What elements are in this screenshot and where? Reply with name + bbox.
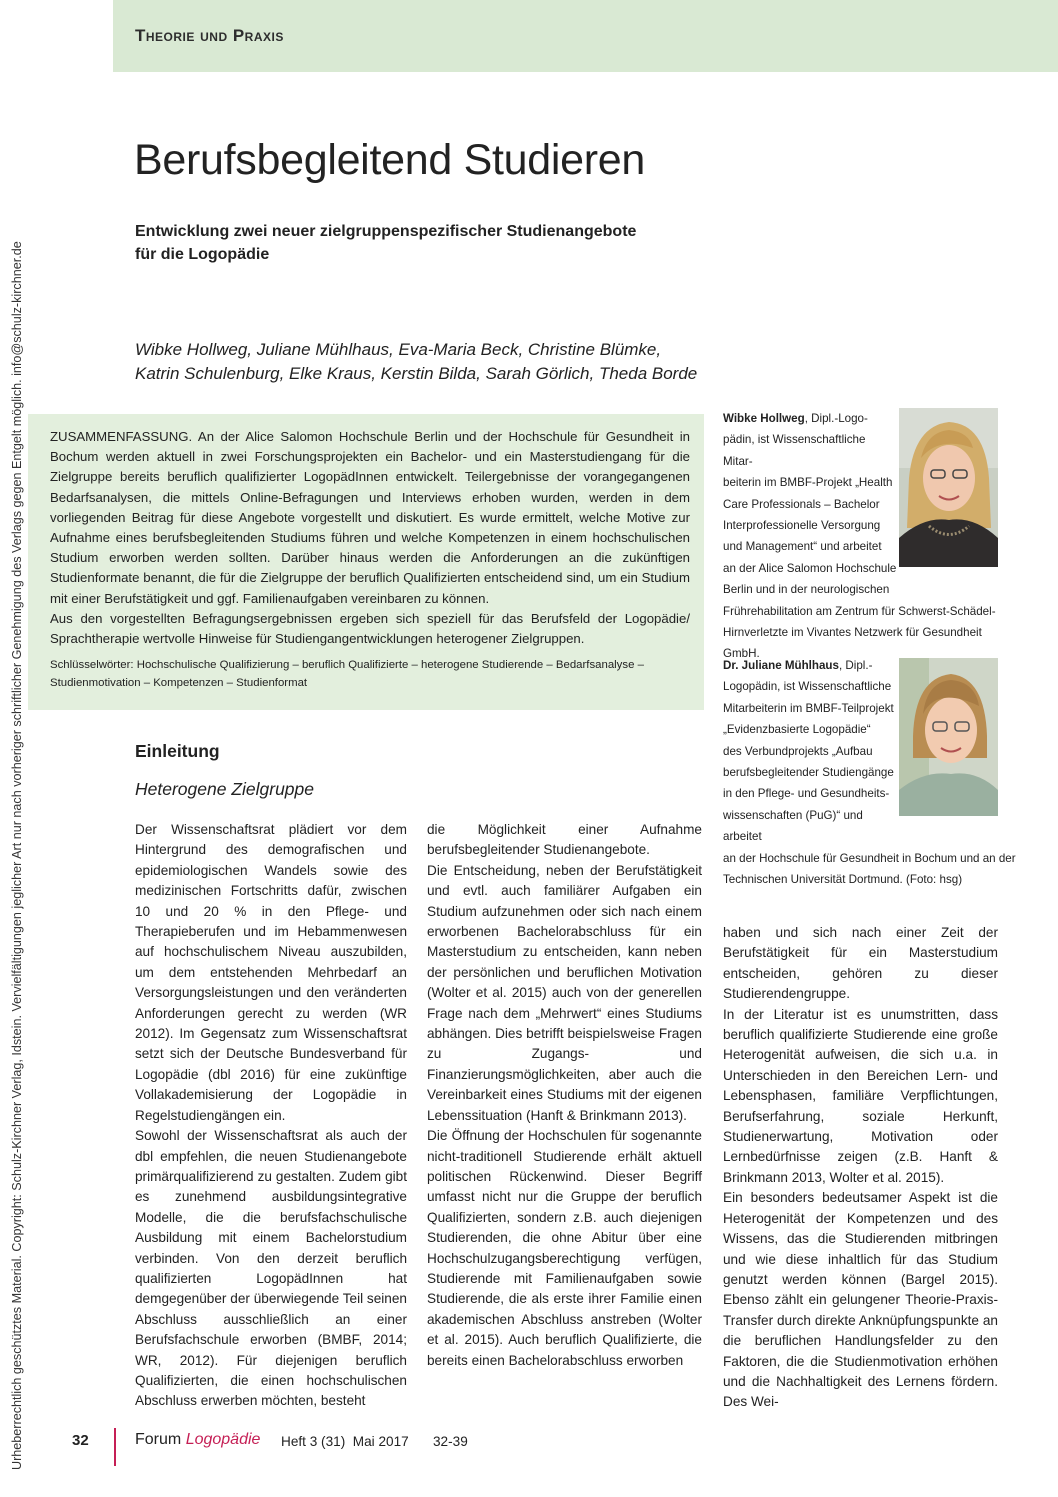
bio-line: Hirnverletzte im Vivantes Netzwerk für Gesundheit — [723, 626, 982, 640]
bio-line: beiterin im BMBF-Projekt „Health — [723, 476, 893, 490]
article-subtitle — [135, 220, 695, 266]
body-paragraph: Der Wissenschaftsrat plädiert vor dem Hintergrund des demografischen und epidemiologischen Wandels sowie des medizinischen Fortschritts dafür, zwischen 10 und 20 % in den Pflege- und Therapieberufen und im Hebammenwesen auf hochschulischem Niveau auszubilden, um dem entstehenden Mehrbedarf an Versorgungsleistungen und den veränderten Anforderungen gerecht zu werden (WR 2012). Im Gegensatz zum Wissenschaftsrat setzt sich der Deutsche Bundesverband für Logopädie (dbl 2016) für eine zukünftige Vollakademisierung der Logopädie in Regelstudiengängen ein. — [135, 822, 407, 1123]
body-paragraph: Die Entscheidung, neben der Berufstätigkeit und evtl. auch familiärer Aufgaben ein Studium aufzunehmen oder sich nach einem erworbenen Bachelorabschluss für ein Masterstudium zu entscheiden, kann neben der persönlichen und beruflichen Motivation (Wolter et al. 2015) auch von der generellen Frage nach dem „Mehrwert“ eines Studiums abhängen. Dies betrifft beispielsweise Fragen zu Zugangs- und Finanzierungsmöglichkeiten, aber auch die Vereinbarkeit eines Studiums mit der eigenen Lebenssituation (Hanft & Brinkmann 2013). — [427, 862, 702, 1123]
bio-line: Frührehabilitation am Zentrum für Schwerst-Schädel- — [723, 604, 996, 618]
subtitle-line-1: Entwicklung zwei neuer zielgruppenspezifischer Studienangebote — [135, 223, 637, 240]
abstract-paragraph: Aus den vorgestellten Befragungsergebnissen ergeben sich speziell für das Berufsfeld der Logopädie/ Sprachtherapie wertvolle Hinweise für Studiengangentwicklungen heterogener Zielgruppen. — [50, 610, 690, 647]
bio-line: Technischen Universität Dortmund. (Foto: hsg) — [723, 873, 963, 887]
subsection-heading: Heterogene Zielgruppe — [135, 779, 315, 799]
journal-issue: Heft 3 (31) Mai 2017 — [281, 1434, 409, 1449]
body-paragraph: Die Öffnung der Hochschulen für sogenannte nicht-traditionell Studierende erhält aktuell politischen Rückenwind. Dieser Begriff umfasst nicht nur die Gruppe der beruflich Qualifizierten, sondern z.B. auch diejenigen Studierenden, die ohne Abitur über eine Hochschulzugangsberechtigung verfügen, Studierende mit Familienaufgaben sowie Studierende, die als erste ihrer Familie einen akademischen Abschluss anstreben (Wolter et al. 2015). Auch beruflich Qualifizierte, die bereits einen Bachelorabschluss erworben — [427, 1128, 702, 1368]
authors-line-2: Katrin Schulenburg, Elke Kraus, Kerstin Bilda, Sarah Görlich, Theda Borde — [135, 364, 698, 383]
bio-line: , Dipl.-Logo- — [804, 412, 868, 425]
bio-line: Care Professionals – Bachelor — [723, 497, 880, 511]
body-paragraph: haben und sich nach einer Zeit der Berufstätigkeit für ein Masterstudium entscheiden, gehören zu dieser Studierendengruppe. — [723, 925, 998, 1002]
body-paragraph: In der Literatur ist es unumstritten, dass beruflich qualifizierte Studierende eine große Heterogenität aufweisen, die sich u.a. in Unterschieden in den Bereichen Lern- und Lebensphasen, familiäre Verpflichtungen, Berufserfahrung, soziale Herkunft, Studienerwartung, Motivation oder Lernbedürfnisse zeigen (z.B. Hanft & Brinkmann 2013, Wolter et al. 2015). — [723, 1006, 998, 1185]
bio-line: in den Pflege- und Gesundheits- — [723, 787, 890, 801]
body-column-3 — [723, 923, 998, 1413]
body-column-1 — [135, 820, 407, 1412]
body-paragraph: die Möglichkeit einer Aufnahme berufsbegleitender Studienangebote. — [427, 822, 702, 858]
journal-name-word1: Forum — [135, 1431, 182, 1448]
bio-line: und Management“ und arbeitet — [723, 540, 882, 554]
journal-name-word2: Logopädie — [185, 1431, 261, 1448]
bio-line: berufsbegleitender Studiengänge — [723, 766, 894, 780]
bio-line: Interprofessionelle Versorgung — [723, 519, 881, 533]
author-photo-muehlhaus — [899, 658, 998, 816]
author-bio-muehlhaus — [723, 655, 1053, 890]
author-list — [135, 338, 735, 386]
author-bio-hollweg — [723, 408, 1053, 665]
page-number: 32 — [72, 1432, 89, 1449]
bio-line: , Dipl.- — [838, 659, 873, 672]
bio-line: Mitarbeiterin im BMBF-Teilprojekt — [723, 701, 894, 715]
body-paragraph: Sowohl der Wissenschaftsrat als auch der dbl empfehlen, die neuen Studienangebote primärqualifizierend zu gestalten. Zudem gibt es zunehmend ausbildungsintegrative Modelle, die die berufsfachschulische Ausbildung mit einem Bachelorstudium verbinden. Von den derzeit beruflich qualifizierten LogopädInnen hat demgegenüber der überwiegende Teil seinen Abschluss ausschließlich an einer Berufsfachschule erworben (BMBF, 2014; WR, 2012). Für diejenigen beruflich Qualifizierten, die einen hochschulischen Abschluss erwerben möchten, besteht — [135, 1128, 407, 1409]
bio-line: Logopädin, ist Wissenschaftliche — [723, 680, 892, 694]
section-heading: Einleitung — [135, 741, 220, 761]
abstract-paragraph: ZUSAMMENFASSUNG. An der Alice Salomon Hochschule Berlin und der Hochschule für Gesundheit in Bochum werden aktuell in zwei Forschungsprojekten ein Bachelor- und ein Masterstudiengang für die Zielgruppe bereits beruflich qualifizierter LogopädInnen entwickelt. Teilergebnisse der vorangegangenen Bedarfsanalysen, die mittels Online-Befragungen und Interviews erhoben wurden, werden in dem vorliegenden Beitrag für diese Angebote vorgestellt und diskutiert. Es wurde ermittelt, welche Motive zur Aufnahme eines berufsbegleitenden Studiums führen und welche Kompetenzen in einem hochschulischen Studium erworben werden sollten. Darüber hinaus werden die Anforderungen an die zukünftigen Studienformate benannt, die für die Zielgruppe der beruflich Qualifizierten entscheidend sind, um ein Studium mit einer Berufstätigkeit und ggf. Familienaufgaben vereinbaren zu können. — [50, 429, 690, 606]
bio-line: GmbH. — [723, 647, 760, 661]
copyright-side-note: Urheberrechtlich geschütztes Material. Copyright: Schulz-Kirchner Verlag, Idstein. Vervielfältigungen jeglicher Art nur nach vorheriger schriftlicher Genehmigung des Verlags gegen Entgelt möglich. info@schulz-kirchner.de — [10, 241, 24, 1470]
section-label: Theorie und Praxis — [135, 26, 284, 45]
bio-line: wissenschaften (PuG)“ und arbeitet — [723, 808, 863, 844]
keywords: Schlüsselwörter: Hochschulische Qualifizierung – beruflich Qualifizierte – heterogene Studierende – Bedarfsanalyse – Studienmotivation – Kompetenzen – Studienformat — [50, 659, 644, 689]
body-paragraph: Ein besonders bedeutsamer Aspekt ist die Heterogenität der Kompetenzen und des Wissens, das die Studierenden mitbringen und wie diese inhaltlich für das Studium genutzt werden können (Bargel 2015). Ebenso zählt ein gelungener Theorie-Praxis-Transfer durch direkte Anknüpfungspunkte an die beruflichen Handlungsfelder zu den Faktoren, die die Studienmotivation erhöhen und die Nachhaltigkeit des Lernens fördern. Des Wei- — [723, 1190, 998, 1410]
authors-line-1: Wibke Hollweg, Juliane Mühlhaus, Eva-Maria Beck, Christine Blümke, — [135, 340, 662, 359]
subtitle-line-2: für die Logopädie — [135, 246, 270, 263]
journal-name — [135, 1431, 260, 1449]
abstract-text — [50, 427, 690, 649]
bio-line: an der Hochschule für Gesundheit in Bochum und an der — [723, 851, 1016, 865]
author-photo-hollweg — [899, 408, 998, 567]
bio-line: des Verbundprojekts „Aufbau — [723, 744, 873, 758]
article-title: Berufsbegleitend Studieren — [134, 136, 645, 184]
bio-line: an der Alice Salomon Hochschule — [723, 561, 897, 575]
bio-line: Berlin und in der neurologischen — [723, 583, 890, 597]
article-pages: 32-39 — [433, 1434, 468, 1449]
footer-divider — [114, 1428, 116, 1466]
body-column-2 — [427, 820, 702, 1371]
bio-line: pädin, ist Wissenschaftliche Mitar- — [723, 433, 866, 468]
bio-name: Wibke Hollweg — [723, 412, 805, 425]
bio-name: Dr. Juliane Mühlhaus — [723, 659, 839, 672]
bio-line: „Evidenzbasierte Logopädie“ — [723, 723, 871, 737]
